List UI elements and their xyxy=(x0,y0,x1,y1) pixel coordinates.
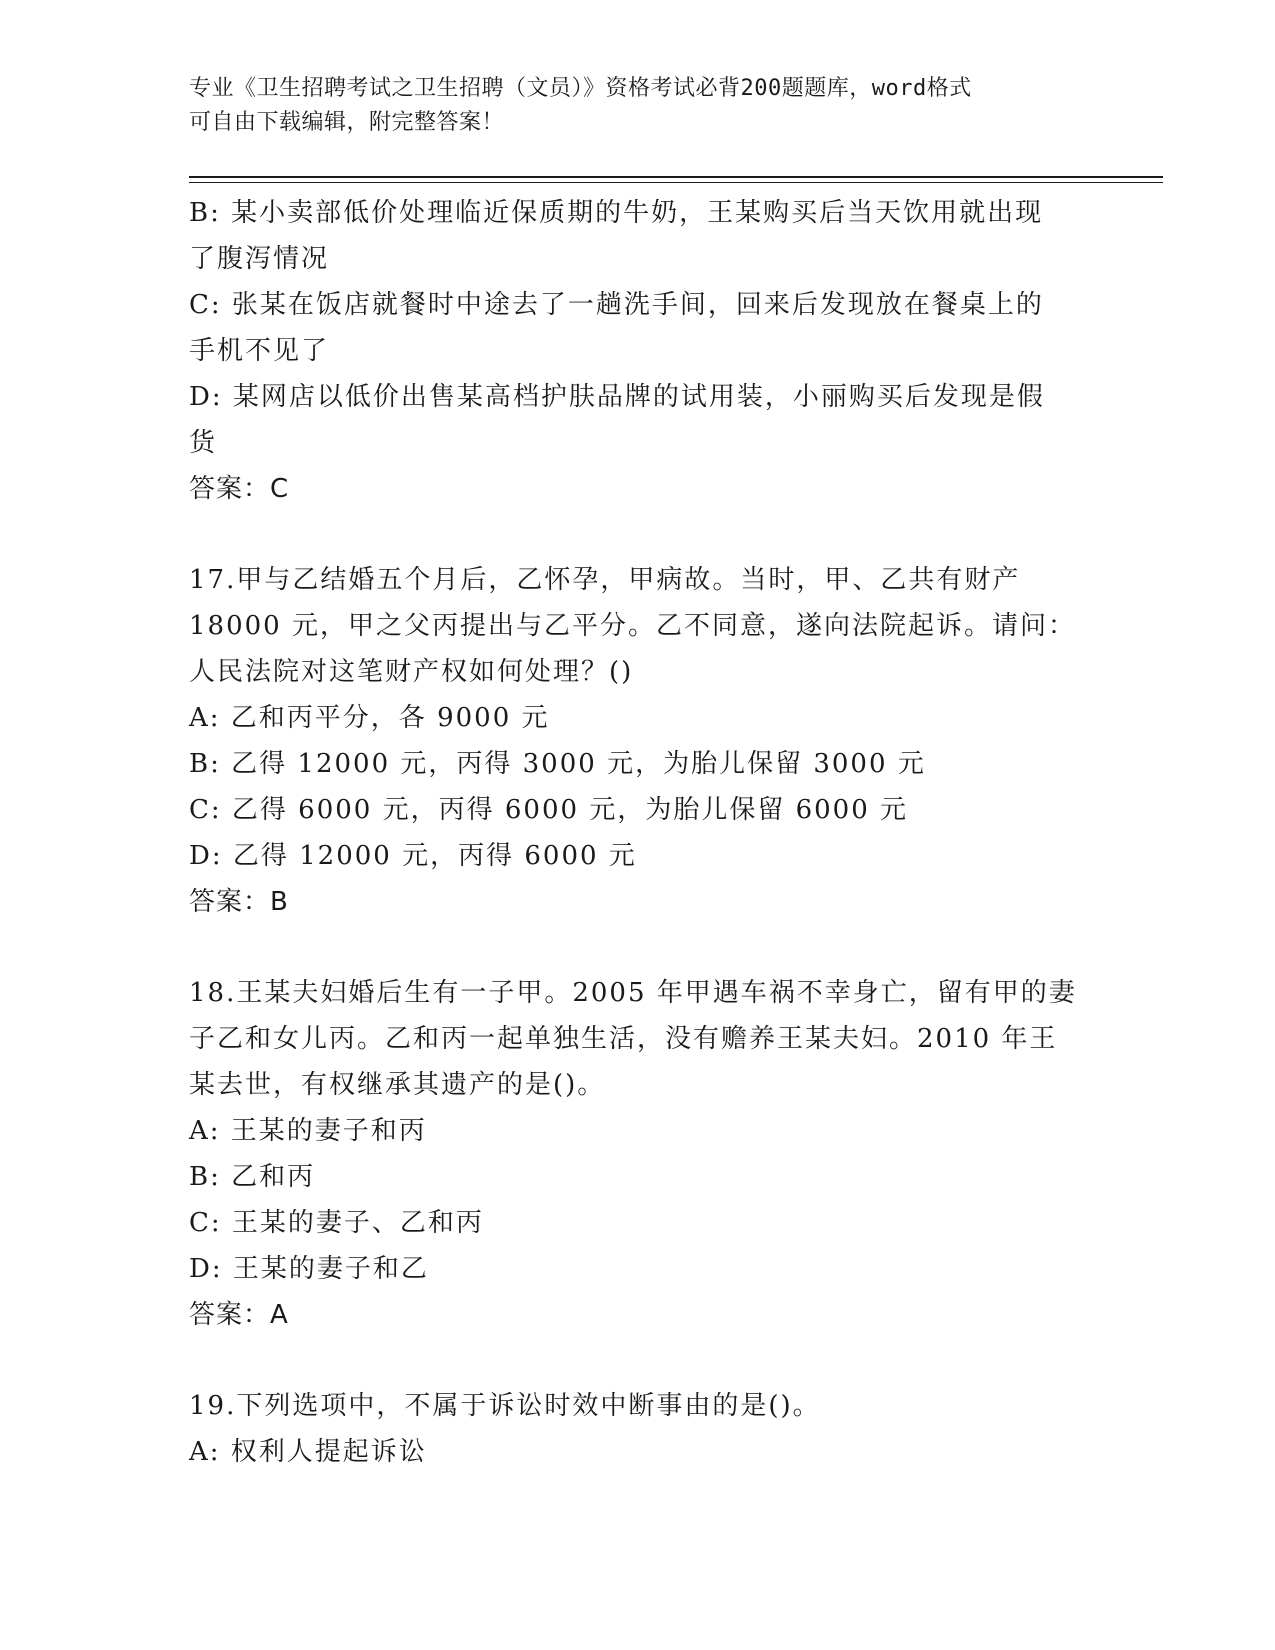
option-b: B: 乙得 12000 元，丙得 3000 元，为胎儿保留 3000 元 xyxy=(189,749,926,779)
question-stem-line-1: 19.下列选项中，不属于诉讼时效中断事由的是()。 xyxy=(189,1391,821,1421)
question-17 xyxy=(189,557,1089,925)
option-b-line-1: B: 某小卖部低价处理临近保质期的牛奶，王某购买后当天饮用就出现 xyxy=(189,198,1044,228)
option-c: C: 王某的妻子、乙和丙 xyxy=(189,1208,484,1238)
header-line-1: 专业《卫生招聘考试之卫生招聘（文员）》资格考试必背200题题库，word格式 xyxy=(189,76,972,101)
option-c-line-1: C: 张某在饭店就餐时中途去了一趟洗手间，回来后发现放在餐桌上的 xyxy=(189,290,1044,320)
option-b: B: 乙和丙 xyxy=(189,1162,316,1192)
option-d: D: 王某的妻子和乙 xyxy=(189,1254,429,1284)
question-16 xyxy=(189,190,1089,512)
question-stem-line-1: 18.王某夫妇婚后生有一子甲。2005 年甲遇车祸不幸身亡，留有甲的妻 xyxy=(189,978,1077,1008)
option-d-line-1: D: 某网店以低价出售某高档护肤品牌的试用装，小丽购买后发现是假 xyxy=(189,382,1045,412)
question-stem-line-2: 18000 元，甲之父丙提出与乙平分。乙不同意，遂向法院起诉。请问： xyxy=(189,611,1076,641)
header-rule-thick xyxy=(189,176,1163,178)
option-a: A: 乙和丙平分，各 9000 元 xyxy=(189,703,550,733)
question-18 xyxy=(189,970,1089,1338)
question-stem-line-3: 人民法院对这笔财产权如何处理？() xyxy=(189,657,634,687)
option-c: C: 乙得 6000 元，丙得 6000 元，为胎儿保留 6000 元 xyxy=(189,795,909,825)
option-c-line-2: 手机不见了 xyxy=(189,336,330,366)
option-d: D: 乙得 12000 元，丙得 6000 元 xyxy=(189,841,637,871)
answer-line: 答案：B xyxy=(189,887,289,917)
question-19 xyxy=(189,1383,1089,1475)
answer-line: 答案：C xyxy=(189,474,290,504)
option-b-line-2: 了腹泻情况 xyxy=(189,244,330,274)
question-stem-line-1: 17.甲与乙结婚五个月后，乙怀孕，甲病故。当时，甲、乙共有财产 xyxy=(189,565,1021,595)
answer-line: 答案：A xyxy=(189,1300,289,1330)
header-line-2: 可自由下载编辑，附完整答案！ xyxy=(189,110,505,135)
document-body xyxy=(189,190,1089,1475)
question-stem-line-2: 子乙和女儿丙。乙和丙一起单独生活，没有赡养王某夫妇。2010 年王 xyxy=(189,1024,1058,1054)
option-a: A: 王某的妻子和丙 xyxy=(189,1116,427,1146)
option-a: A: 权利人提起诉讼 xyxy=(189,1437,427,1467)
document-header xyxy=(189,72,1089,140)
question-stem-line-3: 某去世，有权继承其遗产的是()。 xyxy=(189,1070,606,1100)
header-rule-thin xyxy=(189,182,1163,183)
option-d-line-2: 货 xyxy=(189,428,218,458)
